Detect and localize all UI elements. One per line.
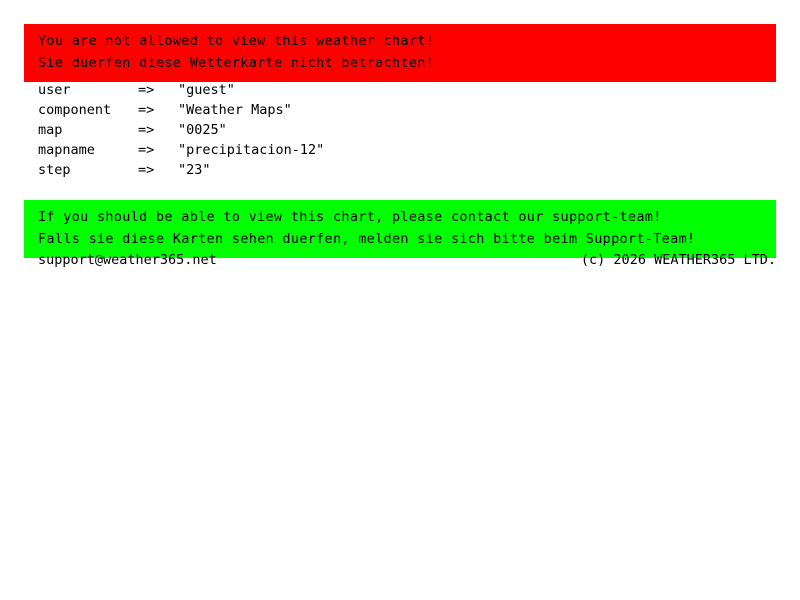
error-banner-line-de: Sie duerfen diese Wetterkarte nicht betrachten! [38, 55, 435, 71]
parameter-key: mapname [38, 142, 95, 158]
parameter-row [38, 140, 324, 160]
parameter-key: map [38, 122, 63, 138]
error-banner-line-en: You are not allowed to view this weather chart! [38, 33, 435, 49]
parameter-key: step [38, 162, 71, 178]
info-banner-line-de: Falls sie diese Karten sehen duerfen, melden sie sich bitte beim Support-Team! [38, 231, 696, 247]
footer [38, 250, 776, 270]
parameter-row [38, 80, 324, 100]
parameter-arrow: => [138, 122, 155, 138]
parameter-value: "0025" [178, 122, 227, 138]
parameter-key: component [38, 102, 112, 118]
parameter-arrow: => [138, 142, 155, 158]
parameter-arrow: => [138, 82, 155, 98]
copyright-text: (c) 2026 WEATHER365 LTD. [580, 252, 776, 268]
parameter-value: "guest" [178, 82, 235, 98]
parameter-row [38, 100, 324, 120]
parameter-row [38, 120, 324, 140]
error-banner [24, 24, 776, 82]
support-email-link[interactable]: support@weather365.net [38, 252, 217, 268]
parameter-row [38, 160, 324, 180]
parameter-value: "Weather Maps" [178, 102, 292, 118]
parameter-arrow: => [138, 102, 155, 118]
parameter-list [38, 80, 324, 180]
parameter-value: "precipitacion-12" [178, 142, 325, 158]
parameter-key: user [38, 82, 71, 98]
info-banner-line-en: If you should be able to view this chart, please contact our support-team! [38, 209, 662, 225]
parameter-arrow: => [138, 162, 155, 178]
parameter-value: "23" [178, 162, 211, 178]
